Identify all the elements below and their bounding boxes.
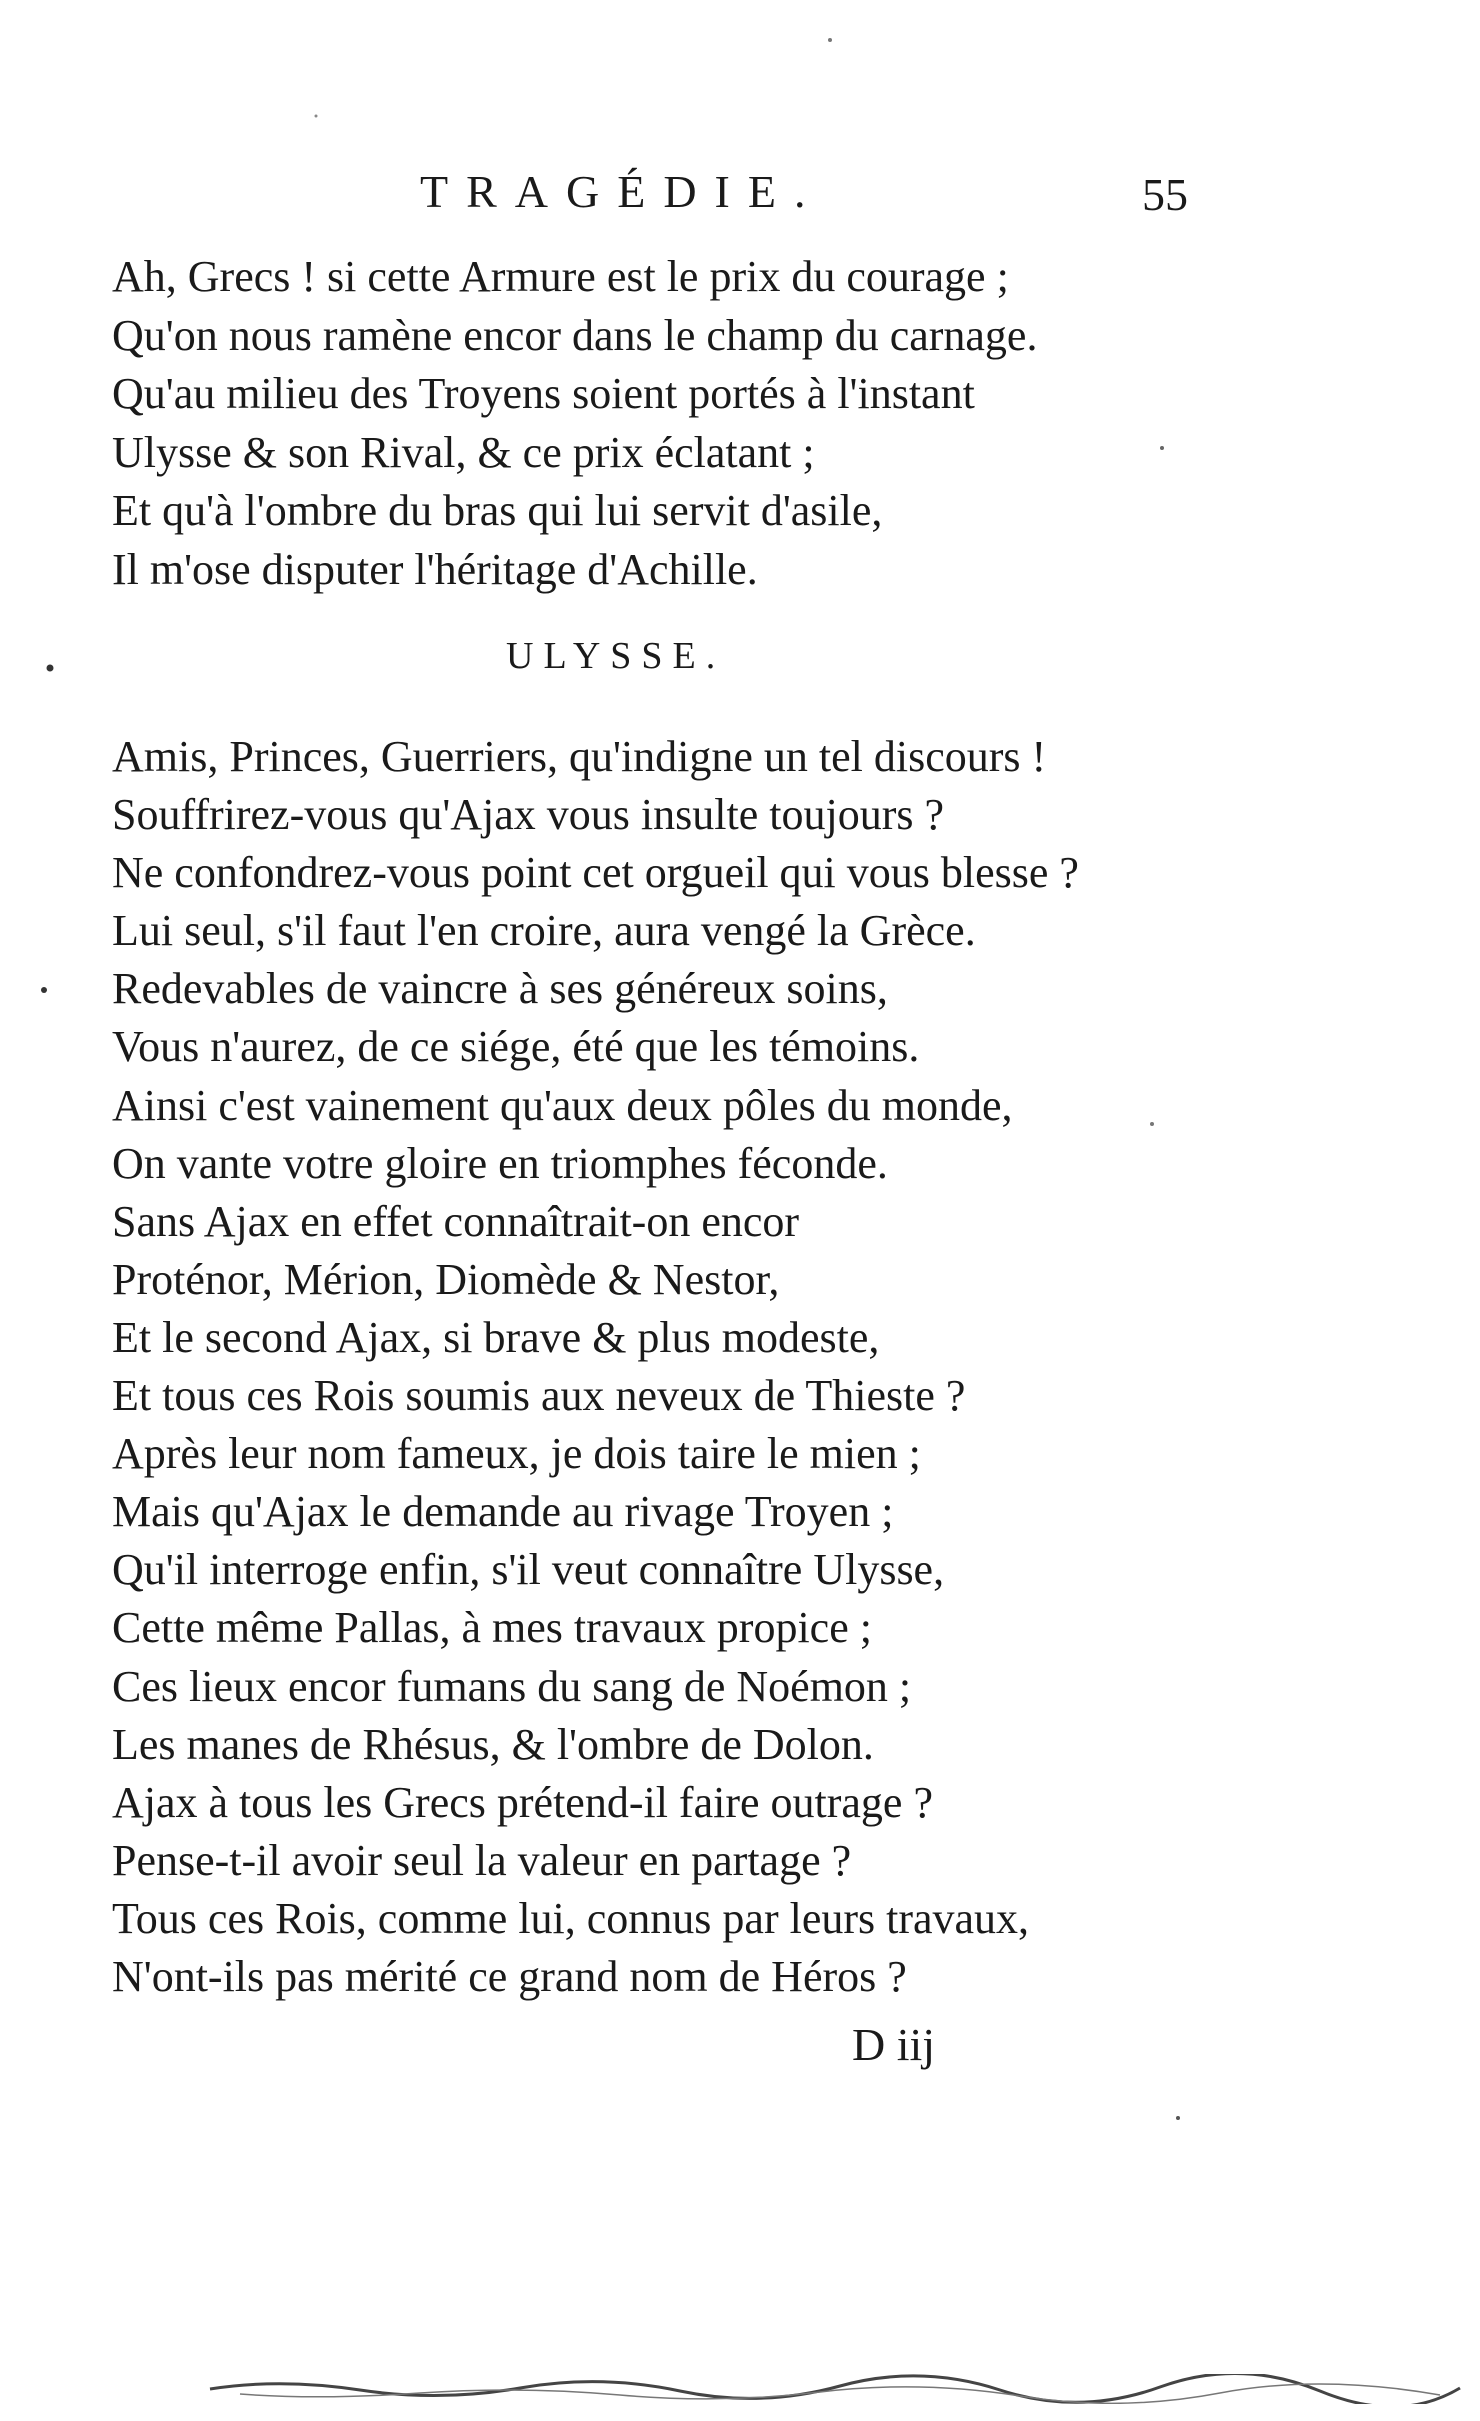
verse-line: Les manes de Rhésus, & l'ombre de Dolon. <box>112 1719 874 1769</box>
verse-line: Ulysse & son Rival, & ce prix éclatant ; <box>112 427 815 477</box>
verse-line: Après leur nom fameux, je dois taire le mien ; <box>112 1429 921 1479</box>
verse-line: Ah, Grecs ! si cette Armure est le prix du courage ; <box>112 252 1009 301</box>
verse-line: Amis, Princes, Guerriers, qu'indigne un tel discours ! <box>112 732 1047 781</box>
verse-line: Proténor, Mérion, Diomède & Nestor, <box>112 1254 780 1304</box>
verse-line: On vante votre gloire en triomphes féconde. <box>112 1138 888 1188</box>
verse-line: Mais qu'Ajax le demande au rivage Troyen ; <box>112 1487 894 1537</box>
verse-line: Sans Ajax en effet connaîtrait-on encor <box>112 1196 800 1246</box>
signature-mark: D iij <box>852 2019 936 2070</box>
verse-line: Et tous ces Rois soumis aux neveux de Thieste ? <box>112 1371 966 1421</box>
verse-line: N'ont-ils pas mérité ce grand nom de Héros ? <box>112 1951 907 2001</box>
verse-line: Cette même Pallas, à mes travaux propice ; <box>112 1603 872 1653</box>
verse-line: Qu'au milieu des Troyens soient portés à l'instant <box>112 369 975 418</box>
verse-line: Ne confondrez-vous point cet orgueil qui vous blesse ? <box>112 848 1079 898</box>
verse-line: Lui seul, s'il faut l'en croire, aura vengé la Grèce. <box>112 906 976 956</box>
verse-line: Ajax à tous les Grecs prétend-il faire outrage ? <box>112 1777 933 1827</box>
verse-line: Ces lieux encor fumans du sang de Noémon ; <box>112 1661 912 1711</box>
verse-line: Vous n'aurez, de ce siége, été que les témoins. <box>112 1022 920 1072</box>
verse-line: Tous ces Rois, comme lui, connus par leurs travaux, <box>112 1893 1030 1943</box>
verse-line: Il m'ose disputer l'héritage d'Achille. <box>112 544 758 594</box>
verse-line: Et qu'à l'ombre du bras qui lui servit d'asile, <box>112 486 883 535</box>
verse-line: Et le second Ajax, si brave & plus modeste, <box>112 1312 880 1362</box>
page-number: 55 <box>1142 169 1188 220</box>
verse-line: Ainsi c'est vainement qu'aux deux pôles du monde, <box>112 1080 1013 1130</box>
verse-line: Qu'il interroge enfin, s'il veut connaître Ulysse, <box>112 1545 945 1595</box>
verse-line: Qu'on nous ramène encor dans le champ du carnage. <box>112 310 1038 360</box>
verse-line: Souffrirez-vous qu'Ajax vous insulte toujours ? <box>112 790 945 840</box>
verse-line: Pense-t-il avoir seul la valeur en partage ? <box>112 1835 852 1885</box>
running-head: TRAGÉDIE. <box>420 166 824 217</box>
speaker-name: ULYSSE. <box>506 635 726 677</box>
bottom-ornament-rule <box>200 2374 1470 2404</box>
verse-line: Redevables de vaincre à ses généreux soins, <box>112 964 888 1014</box>
